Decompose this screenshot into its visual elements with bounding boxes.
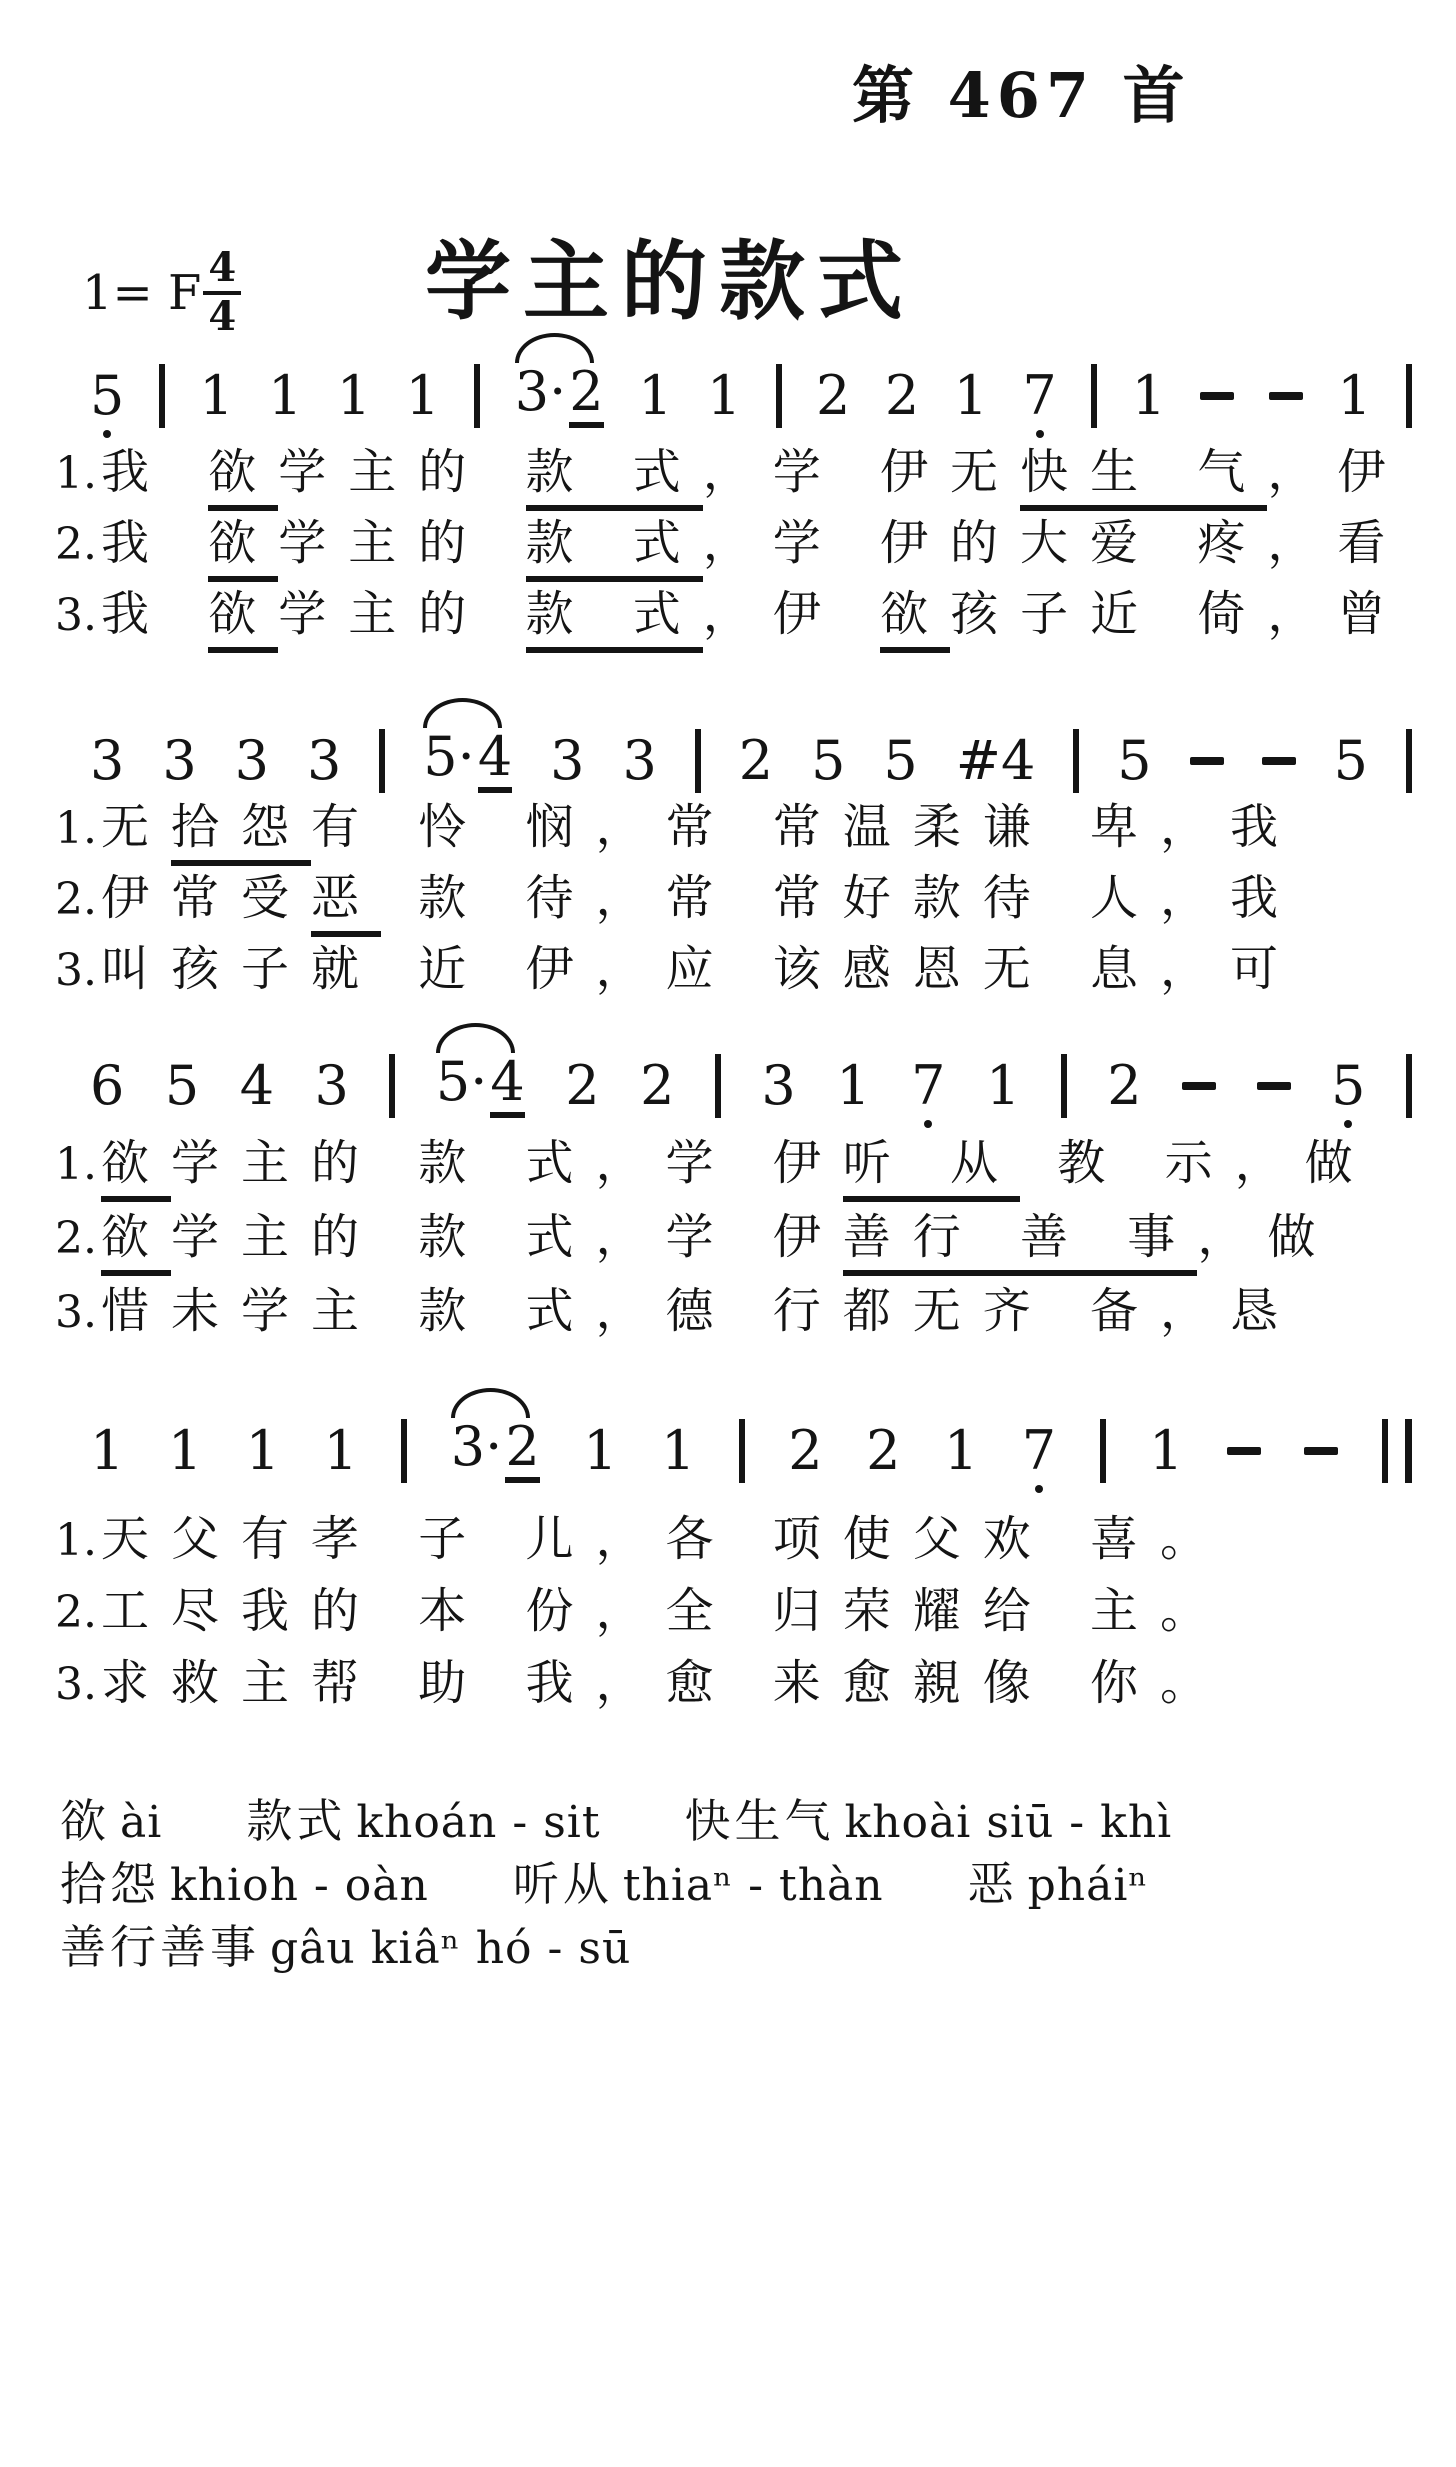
barline	[159, 364, 165, 428]
time-signature-lower: 4	[208, 292, 237, 340]
lyric-segment: 善行 善 事	[843, 1210, 1198, 1276]
lyric-line	[55, 1656, 1230, 1711]
note-token: 1	[336, 364, 372, 427]
note-token: 3	[90, 729, 125, 792]
barline	[1091, 364, 1097, 428]
note-token: 5	[1117, 729, 1152, 792]
footnote-romanization: khioh - oàn	[170, 1860, 429, 1911]
key-label: 1= F	[82, 264, 202, 321]
lyric-line	[55, 445, 1407, 511]
slur-arc	[515, 333, 594, 363]
lyric-segment: 快生 气	[1020, 445, 1267, 511]
note-token: 1	[943, 1419, 979, 1482]
barline	[739, 1419, 745, 1483]
note-token: 3	[314, 1054, 349, 1117]
notation-line-4	[90, 1405, 1412, 1497]
note-token: 1	[1337, 364, 1372, 427]
final-double-barline	[1382, 1419, 1412, 1483]
slur-arc	[451, 1388, 530, 1418]
held-note-dash	[1182, 1082, 1216, 1090]
note-token: 7	[1021, 1419, 1057, 1482]
barline	[1100, 1419, 1106, 1483]
note-token: 4	[239, 1054, 275, 1117]
lyric-segment: 款 式	[526, 445, 703, 511]
barline	[695, 729, 701, 793]
time-signature	[203, 244, 241, 340]
barline	[715, 1054, 721, 1118]
verse-number: 2.	[55, 1587, 97, 1638]
lyric-segment: 工尽我的 本 份，全 归荣耀给 主。	[100, 1583, 1231, 1639]
note-token: 1	[90, 1419, 125, 1482]
footnote-term: 恶	[967, 1857, 1018, 1911]
lyric-segment: 拾怨	[171, 800, 311, 866]
barline	[776, 364, 782, 428]
footnote-entry	[513, 1848, 884, 1914]
slur-arc	[423, 698, 502, 728]
held-note-dash	[1262, 757, 1296, 765]
held-note-dash	[1200, 392, 1234, 400]
lyric-segment: ，学 伊的大爱 疼，看	[702, 515, 1408, 571]
lyric-line	[55, 871, 1300, 937]
lyric-segment: 无	[100, 799, 171, 855]
footnote-term: 听从	[512, 1857, 613, 1911]
note-token: 1	[245, 1419, 281, 1482]
footnote-entry	[60, 1848, 429, 1914]
note-token: 7	[1022, 364, 1057, 427]
note-token: 4	[490, 1055, 524, 1118]
lyric-segment: 求救主帮 助 我，愈 来愈親像 你。	[100, 1655, 1231, 1711]
notation-line-1	[90, 350, 1412, 442]
note-token: 1	[706, 364, 742, 427]
barline	[389, 1054, 395, 1118]
note-token: 3	[306, 729, 342, 792]
lyric-line	[55, 942, 1300, 997]
note-token: 1	[199, 364, 234, 427]
lyric-segment: 我	[100, 586, 209, 642]
note-token: 1	[583, 1419, 618, 1482]
note-token: 4	[478, 730, 512, 793]
footnote-romanization: thiaⁿ - thàn	[622, 1860, 884, 1911]
key-signature	[82, 244, 241, 340]
lyric-segment: ，做	[1197, 1209, 1338, 1265]
note-token: 5	[1331, 1054, 1366, 1117]
verse-number: 3.	[55, 945, 97, 996]
note-token: 7	[911, 1054, 946, 1117]
verse-number: 2.	[55, 874, 97, 925]
time-signature-upper: 4	[203, 248, 241, 295]
footnote-romanization: pháiⁿ	[1027, 1860, 1149, 1911]
lyric-segment: 伊常受	[100, 870, 311, 926]
note-token: 2	[1107, 1054, 1142, 1117]
note-token: 5·	[423, 724, 475, 788]
note-token: 1	[267, 364, 303, 427]
note-token: 2	[640, 1054, 675, 1117]
note-group	[450, 1414, 540, 1483]
footnote-line	[60, 1785, 1172, 1851]
lyric-segment: 有 怜 悯，常 常温柔谦 卑，我	[311, 799, 1301, 855]
footnote-term: 善行善事	[60, 1920, 260, 1974]
lyric-segment: ，学 伊无	[702, 444, 1021, 500]
lyric-segment: 教 示，做	[1020, 1135, 1375, 1191]
note-group	[514, 359, 604, 428]
barline	[379, 729, 385, 793]
lyric-segment: 学主的	[278, 515, 526, 571]
note-token: 1	[836, 1054, 871, 1117]
note-token: 2	[505, 1420, 539, 1483]
lyric-segment: 学主的	[278, 444, 526, 500]
lyric-segment: 欲	[101, 1210, 171, 1276]
held-note-dash	[1269, 392, 1303, 400]
note-token: 5	[164, 1054, 200, 1117]
held-note-dash	[1304, 1447, 1338, 1455]
note-token: 1	[405, 364, 440, 427]
verse-number: 2.	[55, 519, 97, 570]
held-note-dash	[1190, 757, 1224, 765]
barline	[401, 1419, 407, 1483]
footnote-line	[60, 1911, 631, 1977]
lyric-line	[55, 800, 1300, 866]
lyric-line	[55, 1284, 1300, 1339]
note-token: 5	[811, 729, 846, 792]
note-token: #4	[955, 729, 1036, 792]
lyric-line	[55, 1136, 1375, 1202]
note-token: 5	[1333, 729, 1368, 792]
footnote-entry	[246, 1785, 600, 1851]
footnote-entry	[60, 1785, 162, 1851]
lyric-segment: 叫孩子就 近 伊，应 该感恩无 息，可	[100, 941, 1301, 997]
note-token: 1	[660, 1419, 696, 1482]
lyric-segment: ，伊	[702, 586, 881, 642]
note-group	[435, 1049, 525, 1118]
held-note-dash	[1227, 1447, 1261, 1455]
note-token: 3	[234, 729, 270, 792]
note-token: 2	[738, 729, 774, 792]
verse-number: 2.	[55, 1213, 97, 1264]
lyric-segment: 欲	[880, 587, 950, 653]
verse-number: 1.	[55, 1515, 97, 1566]
note-token: 1	[323, 1419, 358, 1482]
lyric-segment: 恶	[311, 871, 381, 937]
footnote-term: 拾怨	[60, 1857, 160, 1911]
footnote-term: 款式	[246, 1794, 347, 1848]
held-note-dash	[1257, 1082, 1291, 1090]
note-token: 2	[816, 364, 851, 427]
note-token: 1	[1131, 364, 1166, 427]
lyric-segment: 欲	[208, 587, 278, 653]
barline	[1073, 729, 1079, 793]
note-token: 6	[90, 1054, 125, 1117]
note-token: 1	[1149, 1419, 1184, 1482]
note-token: 2	[565, 1054, 600, 1117]
note-token: 1	[167, 1419, 203, 1482]
note-token: 3	[761, 1054, 796, 1117]
footnote-entry	[60, 1911, 631, 1977]
verse-number: 3.	[55, 1287, 97, 1338]
slur-arc	[436, 1023, 515, 1053]
lyric-segment: 我	[100, 515, 209, 571]
lyric-segment: 款 式	[526, 516, 703, 582]
footnote-term: 快生气	[684, 1794, 835, 1848]
note-token: 3·	[450, 1414, 503, 1478]
lyric-segment: ，伊	[1267, 444, 1408, 500]
footnote-romanization: khoài siū - khì	[844, 1797, 1173, 1848]
barline	[1061, 1054, 1067, 1118]
lyric-line	[55, 1210, 1337, 1276]
lyric-segment: 学主的 款 式，学 伊	[171, 1135, 843, 1191]
notation-line-3	[90, 1040, 1412, 1132]
hymn-title: 学主的款式	[425, 231, 915, 332]
lyric-line	[55, 1512, 1230, 1567]
note-token: 5	[883, 729, 918, 792]
lyric-segment: 孩子近 倚，曾	[950, 586, 1408, 642]
barline	[1406, 1054, 1412, 1118]
note-token: 2	[866, 1419, 901, 1482]
note-token: 1	[985, 1054, 1021, 1117]
lyric-segment: 欲	[208, 445, 278, 511]
footnote-term: 欲	[60, 1794, 110, 1848]
lyric-segment: 学主的	[278, 586, 526, 642]
lyric-line	[55, 1584, 1230, 1639]
note-token: 3·	[514, 359, 567, 423]
lyric-segment: 欲	[208, 516, 278, 582]
barline	[474, 364, 480, 428]
note-token: 2	[884, 364, 920, 427]
verse-number: 3.	[55, 590, 97, 641]
barline	[1406, 729, 1412, 793]
hymn-number: 第 467 首	[852, 59, 1191, 132]
lyric-segment: 款 待，常 常好款待 人，我	[381, 870, 1301, 926]
footnote-romanization: gâu kiâⁿ hó - sū	[270, 1923, 632, 1974]
note-token: 2	[569, 365, 603, 428]
note-token: 5·	[435, 1049, 488, 1113]
lyric-segment: 我	[100, 444, 209, 500]
note-group	[423, 724, 513, 793]
notation-line-2	[90, 715, 1412, 807]
footnote-entry	[685, 1785, 1173, 1851]
lyric-segment: 天父有孝 子 儿，各 项使父欢 喜。	[100, 1511, 1231, 1567]
lyric-segment: 欲	[101, 1136, 171, 1202]
lyric-segment: 惜未学主 款 式，德 行都无齐 备，恳	[100, 1283, 1301, 1339]
footnote-line	[60, 1848, 1148, 1914]
lyric-line	[55, 587, 1407, 653]
note-token: 5	[90, 364, 125, 427]
footnote-romanization: khoán - sit	[356, 1797, 601, 1848]
note-token: 2	[788, 1419, 823, 1482]
lyric-segment: 款 式	[526, 587, 703, 653]
note-token: 3	[162, 729, 197, 792]
footnote-entry	[968, 1848, 1149, 1914]
footnote-romanization: ài	[120, 1797, 163, 1848]
verse-number: 3.	[55, 1659, 97, 1710]
verse-number: 1.	[55, 803, 97, 854]
barline	[1406, 364, 1412, 428]
note-token: 3	[622, 729, 657, 792]
note-token: 1	[638, 364, 673, 427]
note-token: 3	[550, 729, 585, 792]
verse-number: 1.	[55, 448, 97, 499]
note-token: 1	[953, 364, 988, 427]
lyric-segment: 听 从	[843, 1136, 1020, 1202]
lyric-line	[55, 516, 1407, 582]
verse-number: 1.	[55, 1139, 97, 1190]
lyric-segment: 学主的 款 式，学 伊	[171, 1209, 843, 1265]
